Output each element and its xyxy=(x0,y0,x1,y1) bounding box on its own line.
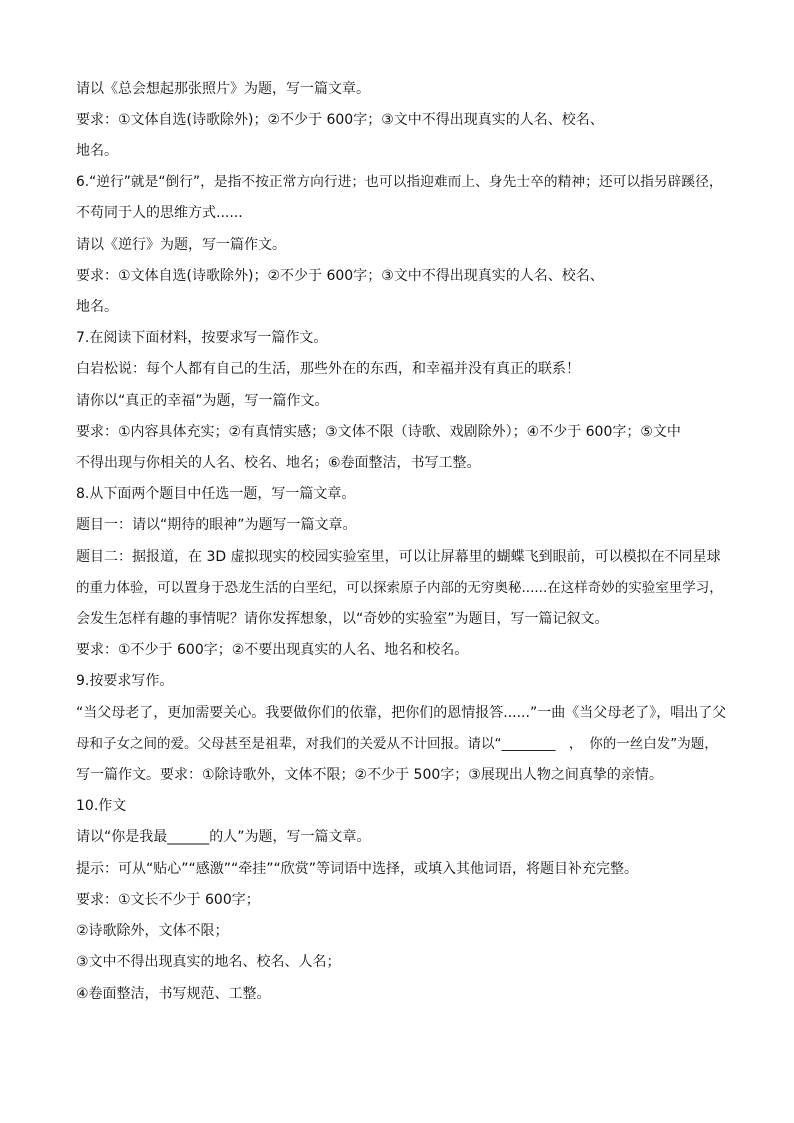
hint-line: 提示：可从“贴心”“感激”“牵挂”“欣赏”等词语中选择，或填入其他词语，将题目补充完整。 xyxy=(76,861,639,877)
requirement-line: 要求：①内容具体充实；②有真情实感；③文体不限（诗歌、戏剧除外）；④不少于 600字；⑤文中 xyxy=(76,424,681,440)
question-9-body-line: 母和子女之间的爱。父母甚至是祖辈，对我们的关爱从不计回报。请以“________ ， 你的一丝白发”为题， xyxy=(76,736,718,752)
requirement-line: ③文中不得出现真实的地名、校名、人名； xyxy=(76,954,341,970)
topic-two-line: 会发生怎样有趣的事情呢？请你发挥想象，以“奇妙的实验室”为题目，写一篇记叙文。 xyxy=(76,611,609,627)
requirement-line: ④卷面整洁，书写规范、工整。 xyxy=(76,986,271,1002)
question-6-line: 6.“逆行”就是“倒行”，是指不按正常方向行进；也可以指迎难而上、身先士卒的精神；还可以指另辟蹊径， xyxy=(76,174,723,190)
requirement-line: 要求：①文体自选(诗歌除外)；②不少于 600字；③文中不得出现真实的人名、校名、 xyxy=(76,112,604,128)
requirement-line: 地名。 xyxy=(76,299,118,315)
topic-two-line: 题目二：据报道，在 3D 虚拟现实的校园实验室里，可以让屏幕里的蝴蝶飞到眼前，可以模拟在不同星球 xyxy=(76,549,721,565)
question-9-body-line: 写一篇作文。要求：①除诗歌外，文体不限；②不少于 500字；③展现出人物之间真挚的亲情。 xyxy=(76,767,663,783)
prompt-title-line: 请以《逆行》为题，写一篇作文。 xyxy=(76,237,286,253)
material-quote-line: 白岩松说：每个人都有自己的生活，那些外在的东西，和幸福并没有真正的联系！ xyxy=(76,361,580,377)
requirement-line: 要求：①文体自选(诗歌除外)；②不少于 600字；③文中不得出现真实的人名、校名、 xyxy=(76,268,604,284)
requirement-line: 要求：①不少于 600字；②不要出现真实的人名、地名和校名。 xyxy=(76,642,469,658)
requirement-line: 地名。 xyxy=(76,143,118,159)
question-9-body-line: “当父母老了，更加需要关心。我要做你们的依靠，把你们的恩情报答......”一曲《当父母老了》，唱出了父 xyxy=(76,705,727,721)
question-7-line: 7.在阅读下面材料，按要求写一篇作文。 xyxy=(76,330,328,346)
prompt-title-line: 请以《总会想起那张照片》为题，写一篇文章。 xyxy=(76,81,370,97)
question-8-line: 8.从下面两个题目中任选一题，写一篇文章。 xyxy=(76,486,356,502)
question-6-line: 不苟同于人的思维方式...... xyxy=(76,205,243,221)
prompt-title-line: 请以“你是我最______的人”为题，写一篇文章。 xyxy=(76,829,371,845)
requirement-line: ②诗歌除外，文体不限； xyxy=(76,923,229,939)
prompt-title-line: 请你以“真正的幸福”为题，写一篇作文。 xyxy=(76,393,329,409)
requirement-line: 不得出现与你相关的人名、校名、地名；⑥卷面整洁，书写工整。 xyxy=(76,455,481,471)
requirement-line: 要求：①文长不少于 600字； xyxy=(76,892,260,908)
question-10-line: 10.作文 xyxy=(76,798,127,814)
question-9-line: 9.按要求写作。 xyxy=(76,673,174,689)
topic-one-line: 题目一：请以“期待的眼神”为题写一篇文章。 xyxy=(76,517,357,533)
topic-two-line: 的重力体验，可以置身于恐龙生活的白垩纪，可以探索原子内部的无穷奥秘......在这样奇妙的实验室里学习， xyxy=(76,580,723,596)
